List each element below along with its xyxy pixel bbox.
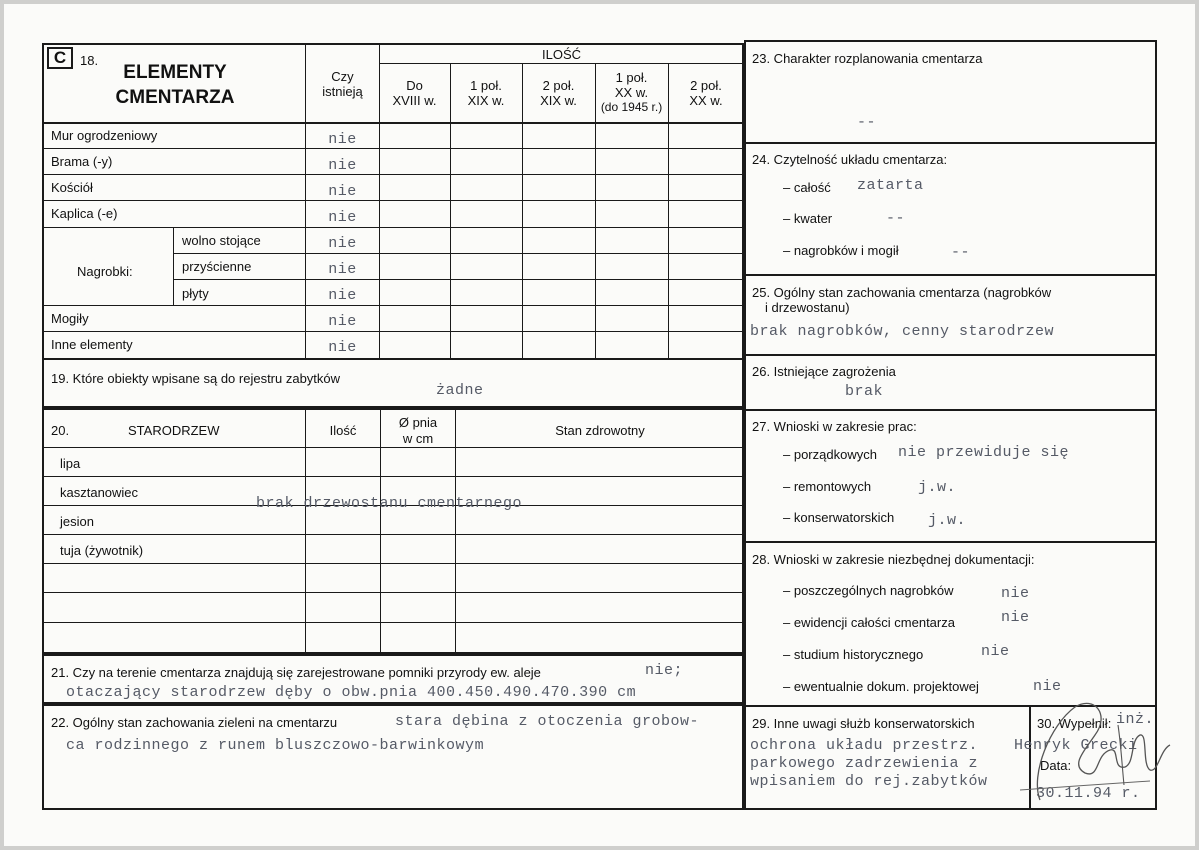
q27-item-porzadkowych-label: – porządkowych (783, 447, 877, 462)
q24-item-calosc-label: – całość (783, 180, 831, 195)
q28-label: 28. Wnioski w zakresie niezbędnej dokumentacji: (752, 552, 1035, 567)
section-18-title-line1: ELEMENTY (123, 62, 227, 83)
q20-col-ilosc: Ilość (329, 423, 357, 438)
q26-value: brak (845, 383, 884, 400)
row-label-brama: Brama (-y) (51, 154, 113, 169)
tree-tuja: tuja (żywotnik) (60, 543, 144, 558)
q20-col-stan: Stan zdrowotny (555, 423, 645, 438)
q28-item-3-value: nie (981, 643, 1010, 660)
q21-label: 21. Czy na terenie cmentarza znajdują się zarejestrowane pomniki przyrody ew. aleje (51, 665, 541, 680)
section-letter: C (53, 48, 67, 67)
period-header-2: 1 poł. XIX w. (467, 78, 505, 108)
row-value-wolno-stojace: nie (328, 235, 357, 252)
row-label-plyty: płyty (182, 286, 209, 301)
row-label-inne: Inne elementy (51, 337, 133, 352)
q20-title: STARODRZEW (128, 423, 220, 438)
q24-item-kwater-label: – kwater (783, 211, 833, 226)
row-label-mogily: Mogiły (51, 311, 89, 326)
col-exists-line1: Czy (331, 69, 354, 84)
q28-item-1-label: – poszczególnych nagrobków (783, 583, 954, 598)
col-exists-line2: istnieją (322, 84, 363, 99)
q22-value-1: stara dębina z otoczenia grobow- (395, 713, 700, 730)
q26-label: 26. Istniejące zagrożenia (752, 364, 896, 379)
row-value-kaplica: nie (328, 209, 357, 226)
period-header-5: 2 poł. XX w. (689, 78, 723, 108)
row-label-przyscienne: przyścienne (182, 259, 252, 274)
section-18-number: 18. (80, 53, 99, 68)
row-value-kosciol: nie (328, 183, 357, 200)
q30-date-value: 30.11.94 r. (1036, 785, 1141, 802)
row-value-brama: nie (328, 157, 357, 174)
ilosc-header: ILOŚĆ (541, 47, 581, 62)
q27-item-remontowych-label: – remontowych (783, 479, 872, 494)
tree-jesion: jesion (60, 514, 94, 529)
q29-value-1: ochrona układu przestrz. (750, 737, 979, 754)
q29-value-3: wpisaniem do rej.zabytków (750, 773, 988, 790)
q27-item-remontowych-value: j.w. (918, 479, 957, 496)
q24-item-calosc-value: zatarta (857, 177, 924, 194)
row-label-kosciol: Kościół (51, 180, 93, 195)
q28-item-4-label: – ewentualnie dokum. projektowej (783, 679, 979, 694)
q27-item-konserwatorskich-label: – konserwatorskich (783, 510, 895, 525)
q22-label: 22. Ogólny stan zachowania zieleni na cmentarzu (51, 715, 338, 730)
q19-label: 19. Które obiekty wpisane są do rejestru zabytków (51, 371, 341, 386)
tree-kasztanowiec: kasztanowiec (60, 485, 139, 500)
q27-item-konserwatorskich-value: j.w. (928, 512, 967, 529)
q25-value: brak nagrobków, cenny starodrzew (750, 323, 1055, 340)
q28-item-3-label: – studium historycznego (783, 647, 924, 662)
q21-value-2: otaczający starodrzew dęby o obw.pnia 400.450.490.470.390 cm (66, 684, 637, 701)
row-label-kaplica: Kaplica (-e) (51, 206, 118, 221)
q20-note: brak drzewostanu cmentarnego (256, 495, 523, 512)
q28-item-2-value: nie (1001, 609, 1030, 626)
row-label-mur: Mur ogrodzeniowy (51, 128, 158, 143)
period-header-4: 1 poł. XX w. (do 1945 r.) (600, 70, 663, 114)
q29-label: 29. Inne uwagi służb konserwatorskich (752, 716, 975, 731)
q20-col-pnia-2: w cm (402, 431, 434, 446)
q24-item-nagrobkow-label: – nagrobków i mogił (783, 243, 899, 258)
q30-filler-name: Henryk Grecki (1014, 737, 1138, 754)
q20-col-pnia-1: Ø pnia (398, 415, 438, 430)
q24-item-kwater-value: -- (886, 210, 906, 227)
row-value-plyty: nie (328, 287, 357, 304)
q29-value-2: parkowego zadrzewienia z (750, 755, 979, 772)
q30-label: 30. Wypełnił: (1037, 716, 1112, 731)
tree-lipa: lipa (60, 456, 81, 471)
row-label-wolno-stojace: wolno stojące (182, 233, 261, 248)
q20-number: 20. (51, 423, 70, 438)
q30-date-label: Data: (1040, 758, 1072, 773)
q19-value: żadne (436, 382, 484, 399)
q28-item-2-label: – ewidencji całości cmentarza (783, 615, 955, 630)
row-value-inne: nie (328, 339, 357, 356)
q24-item-nagrobkow-value: -- (951, 244, 971, 261)
q28-item-1-value: nie (1001, 585, 1030, 602)
signature (1000, 695, 1185, 810)
q23-value: -- (857, 114, 877, 131)
q23-label: 23. Charakter rozplanowania cmentarza (752, 51, 983, 66)
row-value-mur: nie (328, 131, 357, 148)
q24-label: 24. Czytelność układu cmentarza: (752, 152, 948, 167)
q25-label-2: i drzewostanu) (765, 300, 850, 315)
row-label-nagrobki: Nagrobki: (77, 264, 133, 279)
q30-filler-title: inż. (1116, 711, 1155, 728)
q27-item-porzadkowych-value: nie przewiduje się (898, 444, 1070, 461)
section-18-title-line2: CMENTARZA (115, 87, 235, 108)
q25-label-1: 25. Ogólny stan zachowania cmentarza (nagrobków (752, 285, 1052, 300)
row-value-przyscienne: nie (328, 261, 357, 278)
q21-value-1: nie; (645, 662, 684, 679)
q27-label: 27. Wnioski w zakresie prac: (752, 419, 917, 434)
q22-value-2: ca rodzinnego z runem bluszczowo-barwinkowym (66, 737, 485, 754)
q28-item-4-value: nie (1033, 678, 1062, 695)
period-header-1: Do XVIII w. (392, 78, 437, 108)
period-header-3: 2 poł. XIX w. (540, 78, 577, 108)
row-value-mogily: nie (328, 313, 357, 330)
